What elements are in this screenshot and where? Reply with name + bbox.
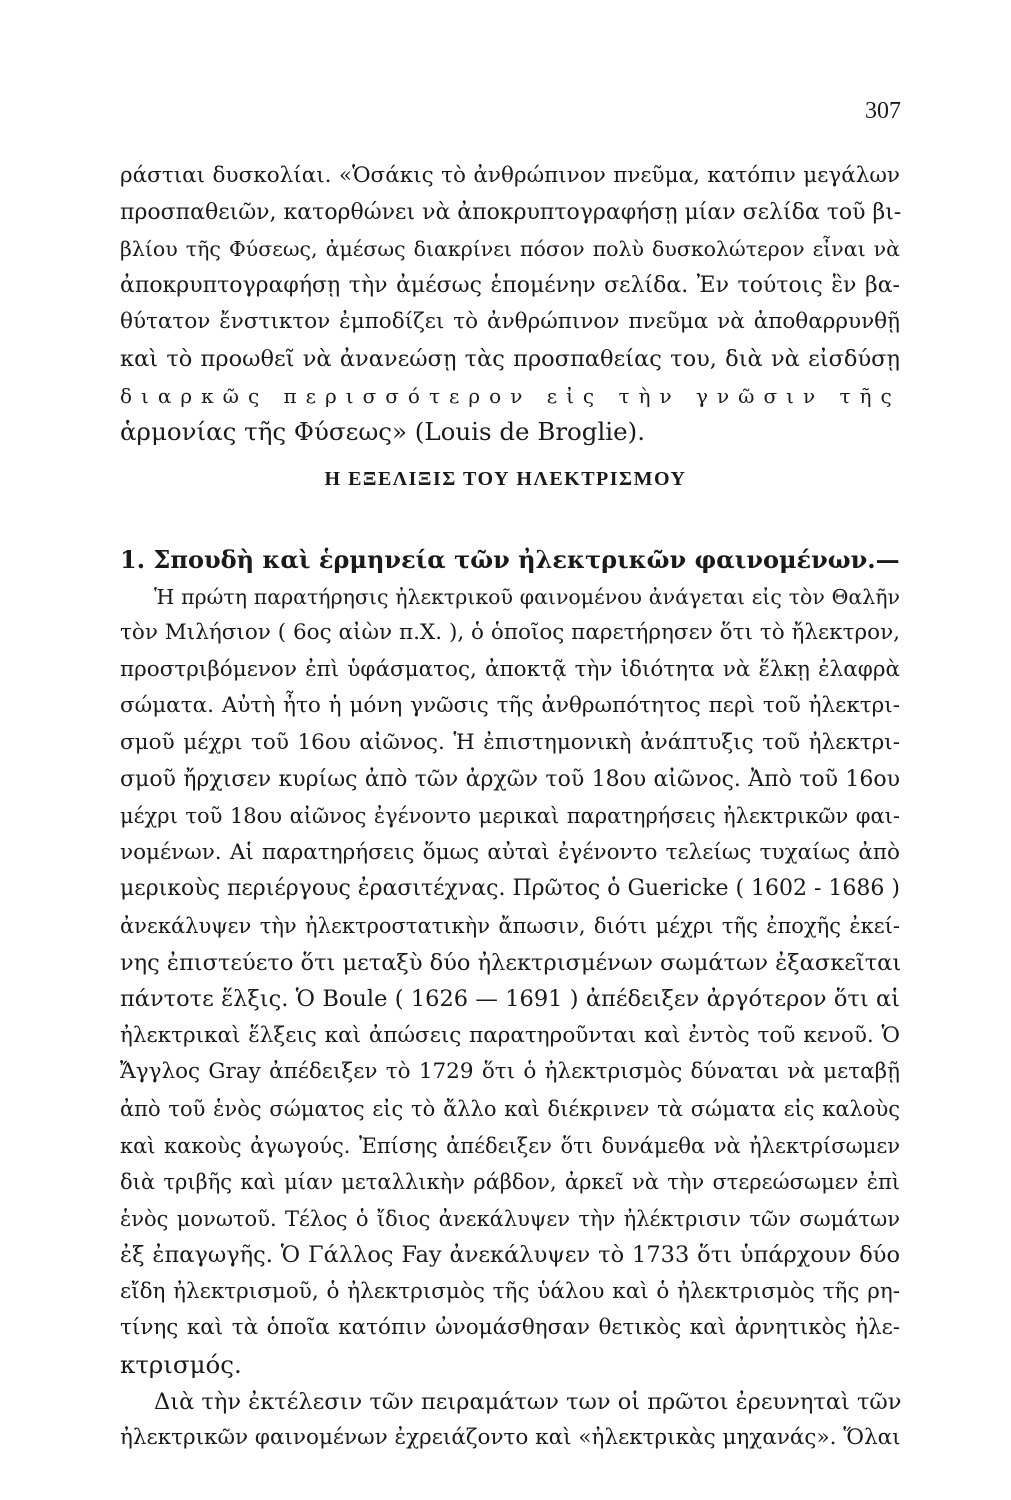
text-line: ἁρμονίας τῆς Φύσεως» (Louis de Broglie). bbox=[120, 417, 645, 447]
text-line: νομένων. Αἱ παρατηρήσεις ὅμως αὐταὶ ἐγένοντο τελείως τυχαίως ἀπὸ bbox=[120, 839, 900, 865]
text-line: προστριβόμενον ἐπὶ ὑφάσματος, ἀποκτᾷ τὴν ἰδιότητα νὰ ἕλκῃ ἐλαφρὰ bbox=[120, 656, 900, 682]
text-line: διαρκῶς περισσότερον εἰς τὴν γνῶσιν τῆς bbox=[120, 383, 901, 408]
text-line: καὶ κακοὺς ἀγωγούς. Ἐπίσης ἀπέδειξεν ὅτι δυνάμεθα νὰ ἠλεκτρίσωμεν bbox=[120, 1133, 900, 1158]
text-line: καὶ τὸ προωθεῖ νὰ ἀνανεώσῃ τὰς προσπαθείας του, διὰ νὰ εἰσδύσῃ bbox=[120, 345, 900, 372]
text-line: πάντοτε ἕλξις. Ὁ Boule ( 1626 — 1691 ) ἀπέδειξεν ἀργότερον ὅτι αἱ bbox=[120, 986, 900, 1013]
text-line: θύτατον ἔνστικτον ἐμποδίζει τὸ ἀνθρώπινον πνεῦμα νὰ ἀποθαρρυνθῇ bbox=[120, 309, 900, 335]
text-line: σμοῦ ἤρχισεν κυρίως ἀπὸ τῶν ἀρχῶν τοῦ 18ου αἰῶνος. Ἀπὸ τοῦ 16ου bbox=[120, 766, 900, 792]
text-line: ἑνὸς μονωτοῦ. Τέλος ὁ ἴδιος ἀνεκάλυψεν τὴν ἠλέκτρισιν τῶν σωμάτων bbox=[120, 1206, 900, 1231]
text-line: ράστιαι δυσκολίαι. «Ὁσάκις τὸ ἀνθρώπινον πνεῦμα, κατόπιν μεγάλων bbox=[120, 163, 900, 188]
text-line: ἐξ ἐπαγωγῆς. Ὁ Γάλλος Fay ἀνεκάλυψεν τὸ 1733 ὅτι ὑπάρχουν δύο bbox=[120, 1242, 900, 1269]
text-line: ἠλεκτρικαὶ ἕλξεις καὶ ἀπώσεις παρατηροῦνται καὶ ἐντὸς τοῦ κενοῦ. Ὁ bbox=[120, 1022, 900, 1048]
text-line: τίνης καὶ τὰ ὁποῖα κατόπιν ὠνομάσθησαν θετικὸς καὶ ἀρνητικὸς ἠλε- bbox=[120, 1315, 900, 1341]
text-line: σμοῦ μέχρι τοῦ 16ου αἰῶνος. Ἡ ἐπιστημονικὴ ἀνάπτυξις τοῦ ἠλεκτρι- bbox=[120, 729, 900, 755]
text-line: τὸν Μιλήσιον ( 6ος αἰὼν π.Χ. ), ὁ ὁποῖος παρετήρησεν ὅτι τὸ ἤλεκτρον, bbox=[120, 620, 900, 646]
text-line: Ἄγγλος Gray ἀπέδειξεν τὸ 1729 ὅτι ὁ ἠλεκτρισμὸς δύναται νὰ μεταβῇ bbox=[120, 1059, 900, 1085]
page-number: 307 bbox=[865, 98, 901, 124]
text-line: διὰ τριβῆς καὶ μίαν μεταλλικὴν ράβδον, ἀρκεῖ νὰ τὴν στερεώσωμεν ἐπὶ bbox=[120, 1170, 900, 1195]
text-line: προσπαθειῶν, κατορθώνει νὰ ἀποκρυπτογραφήσῃ μίαν σελίδα τοῦ βι- bbox=[120, 199, 902, 225]
text-line: μέχρι τοῦ 18ου αἰῶνος ἐγένοντο μερικαὶ παρατηρήσεις ἠλεκτρικῶν φαι- bbox=[120, 804, 900, 829]
text-line: νης ἐπιστεύετο ὅτι μεταξὺ δύο ἠλεκτρισμένων σωμάτων ἐξασκεῖται bbox=[120, 949, 902, 976]
text-line: ἀποκρυπτογραφήσῃ τὴν ἀμέσως ἑπομένην σελίδα. Ἐν τούτοις ἓν βα- bbox=[120, 272, 900, 298]
text-line: εἴδη ἠλεκτρισμοῦ, ὁ ἠλεκτρισμὸς τῆς ὑάλου καὶ ὁ ἠλεκτρισμὸς τῆς ρη- bbox=[120, 1278, 900, 1304]
intro-quote bbox=[120, 158, 900, 451]
section-body bbox=[120, 542, 900, 1457]
text-line: Διὰ τὴν ἐκτέλεσιν τῶν πειραμάτων των οἱ πρῶτοι ἐρευνηταὶ τῶν bbox=[154, 1388, 902, 1415]
section-heading: Η ΕΞΕΛΙΞΙΣ ΤΟΥ ΗΛΕΚΤΡΙΣΜΟΥ bbox=[324, 468, 687, 490]
text-line: Ἡ πρώτη παρατήρησις ἠλεκτρικοῦ φαινομένου ἀνάγεται εἰς τὸν Θαλῆν bbox=[154, 584, 900, 609]
text-line: ἀνεκάλυψεν τὴν ἠλεκτροστατικὴν ἄπωσιν, διότι μέχρι τῆς ἐποχῆς ἐκεί- bbox=[120, 913, 900, 938]
text-line: μερικοὺς περιέργους ἐρασιτέχνας. Πρῶτος ὁ Guericke ( 1602 - 1686 ) bbox=[120, 876, 901, 902]
text-line: ἀπὸ τοῦ ἑνὸς σώματος εἰς τὸ ἄλλο καὶ διέκρινεν τὰ σώματα εἰς καλοὺς bbox=[120, 1096, 900, 1121]
text-line: κτρισμός. bbox=[120, 1350, 242, 1380]
subsection-title: 1. Σπουδὴ καὶ ἑρμηνεία τῶν ἠλεκτρικῶν φαινομένων.— bbox=[120, 545, 900, 574]
text-line: ἠλεκτρικῶν φαινομένων ἐχρειάζοντο καὶ «ἠλεκτρικὰς μηχανάς». Ὅλαι bbox=[120, 1425, 901, 1451]
text-line: σώματα. Αὐτὴ ἦτο ἡ μόνη γνῶσις τῆς ἀνθρωπότητος περὶ τοῦ ἠλεκτρι- bbox=[120, 693, 900, 719]
text-line: βλίου τῆς Φύσεως, ἀμέσως διακρίνει πόσον πολὺ δυσκολώτερον εἶναι νὰ bbox=[120, 237, 900, 262]
